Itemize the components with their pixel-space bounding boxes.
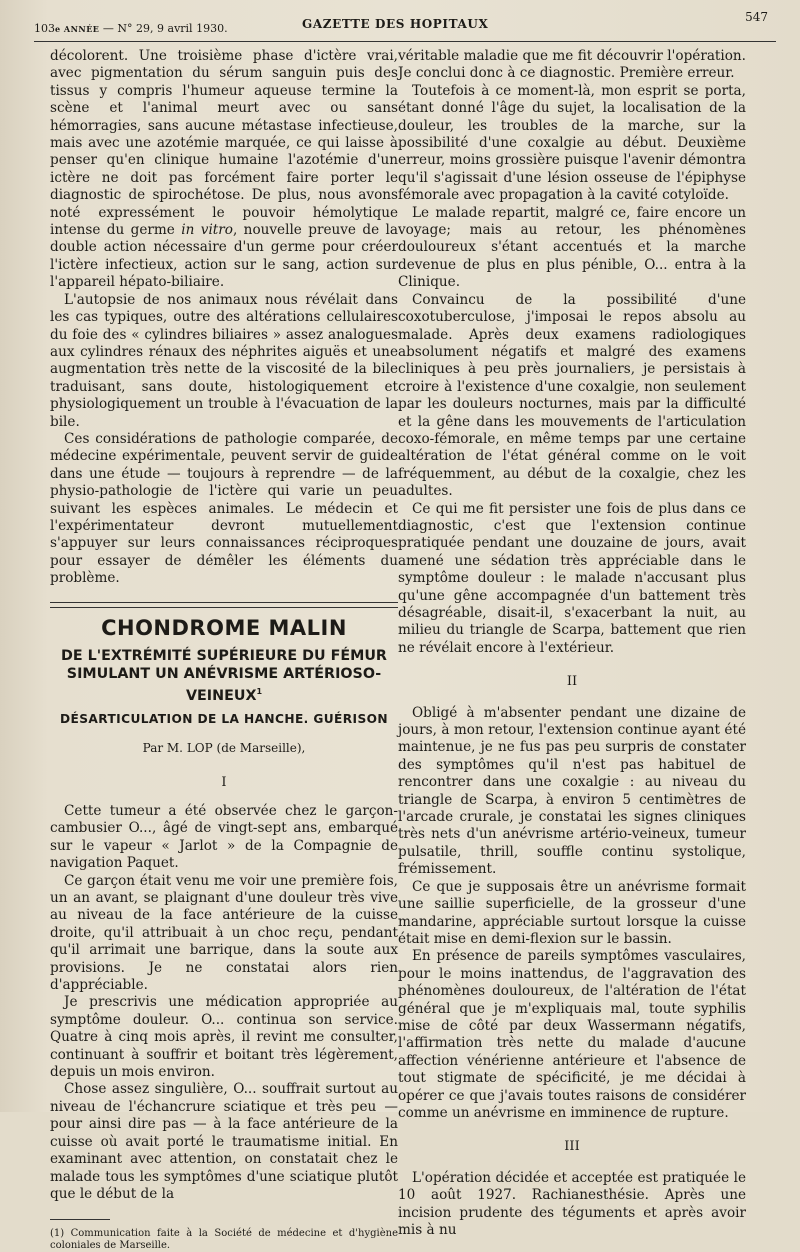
paragraph: Le malade repartit, malgré ce, faire encore un voyage; mais au retour, les phénomènes douloureux s'étant accentués et la marche devenue de plus en plus pénible, O... entra à la Clinique.: [398, 204, 746, 291]
page-number: 547: [745, 10, 768, 24]
right-column: [398, 48, 746, 1239]
section-number: III: [564, 1139, 580, 1155]
paragraph: Toutefois à ce moment-là, mon esprit se porta, étant donné l'âge du sujet, la localisation de la douleur, les troubles de la marche, sur la possibilité d'une coxalgie au début. Deuxième erreur, moins grossière puisque l'avenir démontra qu'il s'agissait d'une lésion osseuse de l'épiphyse fémorale avec propagation à la cavité cotyloïde.: [398, 82, 746, 204]
section-number: II: [566, 674, 578, 690]
paragraph: véritable maladie que me fit découvrir l'opération. Je conclui donc à ce diagnostic. Première erreur.: [398, 48, 746, 82]
footnote: (1) Communication faite à la Société de médecine et d'hygiène coloniales de Marseille.: [50, 1228, 398, 1252]
article-subheading: DÉSARTICULATION DE LA HANCHE. GUÉRISON: [59, 711, 389, 726]
paragraph: Ce garçon était venu me voir une première fois, un an avant, se plaignant d'une douleur très vive au niveau de la face antérieure de la cuisse droite, qu'il attribuait à un choc reçu, pendant qu'il arrimait une barrique, dans la soute aux provisions. Je ne constatai alors rien d'appréciable.: [50, 872, 398, 994]
page-header: [34, 10, 776, 42]
header-rule: [34, 41, 776, 42]
footnote-rule: [50, 1219, 110, 1220]
header-issue: — N° 29, 9 avril 1930.: [102, 22, 228, 35]
italic-text: in vitro: [181, 222, 233, 239]
paragraph: Convaincu de la possibilité d'une coxotuberculose, j'imposai le repos absolu au malade. Après deux examens radiologiques absolument négatifs et malgré des examens cliniques à peu près journaliers, je persistais à croire à l'existence d'une coxalgie, non seulement par les douleurs nocturnes, mais par la difficulté et la gêne dans les mouvements de l'articulation coxo-fémorale, en même temps par une certaine altération de l'état général comme on le voit fréquemment, au début de la coxalgie, chez les adultes.: [398, 291, 746, 500]
paragraph: Je prescrivis une médication appropriée au symptôme douleur. O... continua son service. Quatre à cinq mois après, il revint me consulter, continuant à souffrir et boitant très légèrement, depuis un mois environ.: [50, 994, 398, 1081]
left-column: [50, 48, 398, 1252]
header-issue-info: [34, 22, 228, 35]
paragraph: En présence de pareils symptômes vasculaires, pour le moins inattendus, de l'aggravation des phénomènes douloureux, de l'altération de l'état général que je m'expliquais mal, toute syphilis mise de côté par deux Wassermann négatifs, l'affirmation très nette du malade d'aucune affection vénérienne antérieure et l'absence de tout stigmate de spécificité, je me décidai à opérer ce que j'avais toutes raisons de considérer comme un anévrisme en imminence de rupture.: [398, 948, 746, 1121]
paragraph: Ces considérations de pathologie comparée, de médecine expérimentale, peuvent servir de guide dans une étude — toujours à reprendre — de la physio-pathologie de l'ictère qui varie un peu suivant les espèces animales. Le médecin et l'expérimentateur devront mutuellement s'appuyer sur leurs connaissances réciproques pour essayer de démêler les éléments du problème.: [50, 430, 398, 587]
journal-title: GAZETTE DES HOPITAUX: [302, 17, 489, 31]
article-title: CHONDROME MALIN: [101, 615, 347, 640]
paragraph-text: , nouvelle preuve de la double action nécessaire d'un germe pour créer l'ictère infectieux, action sur le sang, action sur l'appareil hépato-biliaire.: [50, 222, 398, 291]
paragraph: Ce que je supposais être un anévrisme formait une saillie superficielle, de la grosseur d'une mandarine, appréciable surtout lorsque la cuisse était mise en demi-flexion sur le bassin.: [398, 878, 746, 947]
article-subtitle-text: DE L'EXTRÉMITÉ SUPÉRIEURE DU FÉMUR SIMULANT UN ANÉVRISME ARTÉRIOSO-VEINEUX: [61, 648, 387, 704]
footnote-marker: 1: [256, 687, 263, 696]
author-byline: Par M. LOP (de Marseille),: [142, 741, 306, 756]
header-year: 103: [34, 22, 55, 35]
paragraph-text: décolorent. Une troisième phase d'ictère vrai, avec pigmentation du sérum sanguin puis des tissus y compris l'humeur aqueuse termine la scène et l'animal meurt avec ou sans hémorragies, sans aucune métastase infectieuse, mais avec une azotémie marquée, ce qui laisse à penser qu'en clinique humaine l'azotémie d'un ictère ne doit pas forcément faire porter le diagnostic de spirochétose. De plus, nous avons noté expressément le pouvoir hémolytique intense du germe: [50, 48, 398, 239]
paragraph: Cette tumeur a été observée chez le garçon-cambusier O..., âgé de vingt-sept ans, embarqué sur le vapeur « Jarlot » de la Compagnie de navigation Paquet.: [50, 802, 398, 872]
paragraph: Ce qui me fit persister une fois de plus dans ce diagnostic, c'est que l'extension continue pratiquée pendant une douzaine de jours, avait amené une sédation très appréciable dans le symptôme douleur : le malade n'accusant plus qu'une gêne accompagnée d'un battement très désagréable, disait-il, s'exacerbant la nuit, au milieu du triangle de Scarpa, battement que rien ne révélait encore à l'extérieur.: [398, 500, 746, 656]
section-number: I: [221, 774, 227, 790]
paragraph: L'autopsie de nos animaux nous révélait dans les cas typiques, outre des altérations cellulaires du foie des « cylindres biliaires » assez analogues aux cylindres rénaux des néphrites aiguës et une augmentation très nette de la viscosité de la bile traduisant, sans doute, histologiquement et physiologiquement un trouble à l'évacuation de la bile.: [50, 291, 398, 430]
section-divider: [50, 602, 398, 608]
paragraph: Obligé à m'absenter pendant une dizaine de jours, à mon retour, l'extension continue ayant été maintenue, je ne fus pas peu surpris de constater des symptômes qu'il n'est pas habituel de rencontrer dans une coxalgie : au niveau du triangle de Scarpa, à environ 5 centimètres de l'arcade crurale, je constatai les signes cliniques très nets d'un anévrisme artério-veineux, tumeur pulsatile, thrill, souffle continu systolique, frémissement.: [398, 704, 746, 878]
paragraph: [50, 48, 398, 292]
paragraph: L'opération décidée et acceptée est pratiquée le 10 août 1927. Rachianesthésie. Après une incision prudente des téguments et après avoir mis à nu: [398, 1169, 746, 1238]
article-subtitle: [50, 647, 398, 705]
header-year-suffix: e ANNÉE: [55, 24, 100, 34]
paragraph: Chose assez singulière, O... souffrait surtout au niveau de l'échancrure sciatique et très peu — pour ainsi dire pas — à la face antérieure de la cuisse où avait porté le traumatisme initial. En examinant avec attention, on constatait chez le malade tous les symptômes d'une sciatique plutôt que le début de la: [50, 1081, 398, 1202]
